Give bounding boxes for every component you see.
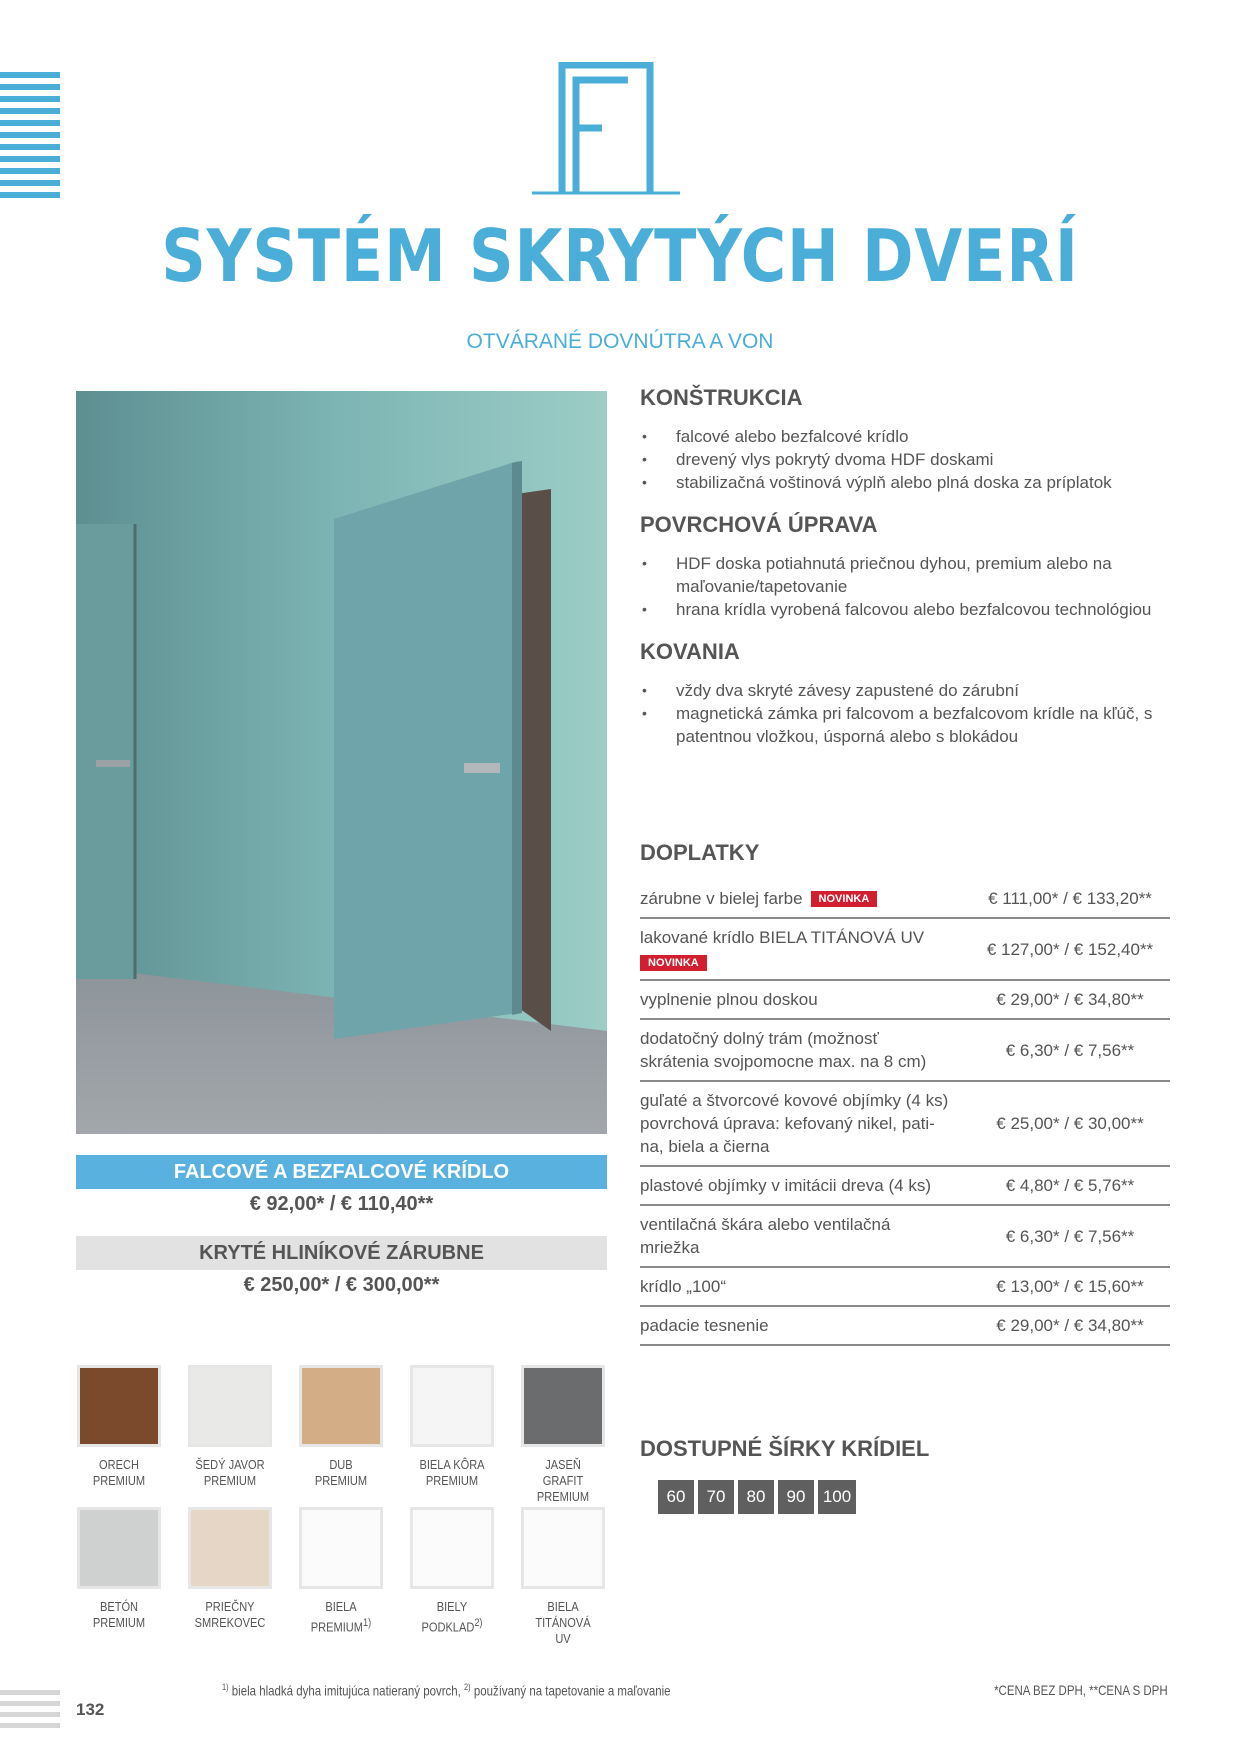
widths-heading: DOSTUPNÉ ŠÍRKY KRÍDIEL [640,1436,930,1461]
swatch-biela-kora[interactable]: BIELA KÔRA PREMIUM [409,1365,495,1489]
kovania-heading: KOVANIA [640,639,740,664]
swatch-biela-premium[interactable]: BIELA PREMIUM$^{1)}$ [298,1507,384,1635]
swatch-priecny-smrekovec[interactable]: PRIEČNY SMREKOVEC [187,1507,273,1631]
doplatky-section [640,840,1170,1346]
doplatky-heading: DOPLATKY [640,840,760,865]
swatch-chip [410,1365,494,1447]
width-option[interactable]: 60 [658,1480,694,1514]
table-row: vyplnenie plnou doskou € 29,00* / € 34,80** [640,980,1170,1019]
swatch-chip [521,1507,605,1589]
width-option[interactable]: 100 [818,1480,856,1514]
swatch-chip [77,1507,161,1589]
page-title: SYSTÉM SKRYTÝCH DVERÍ [161,214,1079,298]
page-subtitle: OTVÁRANÉ DOVNÚTRA A VON [466,330,774,353]
swatch-sedy-javor[interactable]: ŠEDÝ JAVOR PREMIUM [187,1365,273,1489]
swatch-biely-podklad[interactable]: BIELY PODKLAD$^{2)}$ [409,1507,495,1635]
doplatky-table [640,880,1170,1346]
door-photo [76,391,607,1134]
konstrukcia-heading: KONŠTRUKCIA [640,385,803,410]
swatch-biela-titanova[interactable]: BIELA TITÁNOVÁ UV [520,1507,606,1647]
table-row: plastové objímky v imitácii dreva (4 ks) € 4,80* / € 5,76** [640,1166,1170,1205]
width-option[interactable]: 80 [738,1480,774,1514]
widths-section [640,1436,1170,1514]
swatch-jasen-grafit[interactable]: JASEŇ GRAFIT PREMIUM [520,1365,606,1505]
novinka-badge: NOVINKA [640,955,707,971]
table-row: lakované krídlo BIELA TITÁNOVÁ UV NOVINKA € 127,00* / € 152,40** [640,918,1170,980]
swatch-dub[interactable]: DUB PREMIUM [298,1365,384,1489]
list-item: • falcové alebo bezfalcové krídlo [640,425,1170,448]
swatch-chip [299,1507,383,1589]
povrchova-heading: POVRCHOVÁ ÚPRAVA [640,512,878,537]
list-item: • stabilizačná voštinová výplň alebo plná doska za príplatok [640,471,1170,494]
list-item: • vždy dva skryté závesy zapustené do zárubní [640,679,1170,702]
frame-product-label: KRYTÉ HLINÍKOVÉ ZÁRUBNE [76,1236,607,1270]
konstrukcia-list [640,425,1170,494]
list-item: • HDF doska potiahnutá priečnou dyhou, premium alebo na maľovanie/tapetovanie [640,552,1170,598]
list-item: • magnetická zámka pri falcovom a bezfalcovom krídle na kľúč, s patentnou vložkou, úsporná alebo s blokádou [640,702,1170,748]
spec-section [640,385,1170,766]
frame-product-price: € 250,00* / € 300,00** [243,1274,440,1296]
width-option[interactable]: 90 [778,1480,814,1514]
table-row: dodatočný dolný trám (možnosť skrátenia svojpomocne max. na 8 cm) € 6,30* / € 7,56** [640,1019,1170,1081]
list-item: • hrana krídla vyrobená falcovou alebo bezfalcovou technológiou [640,598,1170,621]
table-row: padacie tesnenie € 29,00* / € 34,80** [640,1306,1170,1345]
table-row: krídlo „100“ € 13,00* / € 15,60** [640,1267,1170,1306]
decorative-stripes-top [0,72,60,204]
width-option[interactable]: 70 [698,1480,734,1514]
table-row: guľaté a štvorcové kovové objímky (4 ks) povrchová úprava: kefovaný nikel, pati-na, biela a čierna € 25,00* / € 30,00** [640,1081,1170,1166]
swatch-chip [521,1365,605,1447]
door-product-label: FALCOVÉ A BEZFALCOVÉ KRÍDLO [76,1155,607,1189]
vat-note: *CENA BEZ DPH, **CENA S DPH [994,1682,1168,1698]
widths-list [640,1480,1170,1514]
list-item: • drevený vlys pokrytý dvoma HDF doskami [640,448,1170,471]
swatch-chip [410,1507,494,1589]
table-row: zárubne v bielej farbe NOVINKA € 111,00* / € 133,20** [640,880,1170,918]
swatch-chip [188,1507,272,1589]
swatch-beton[interactable]: BETÓN PREMIUM [76,1507,162,1631]
door-logo-icon [532,62,680,196]
decorative-stripes-bottom [0,1690,60,1734]
swatch-chip [299,1365,383,1447]
table-row: ventilačná škára alebo ventilačná mriežka € 6,30* / € 7,56** [640,1205,1170,1267]
swatch-chip [188,1365,272,1447]
footnote: $^{1)}$ biela hladká dyha imitujúca natieraný povrch, $^{2)}$ používaný na tapetovanie a maľovanie [222,1682,671,1699]
povrchova-list [640,552,1170,621]
door-product-price: € 92,00* / € 110,40** [249,1193,434,1215]
swatch-orech[interactable]: ORECH PREMIUM [76,1365,162,1489]
swatch-chip [77,1365,161,1447]
novinka-badge: NOVINKA [811,891,878,907]
kovania-list [640,679,1170,748]
page-number: 132 [76,1700,105,1719]
